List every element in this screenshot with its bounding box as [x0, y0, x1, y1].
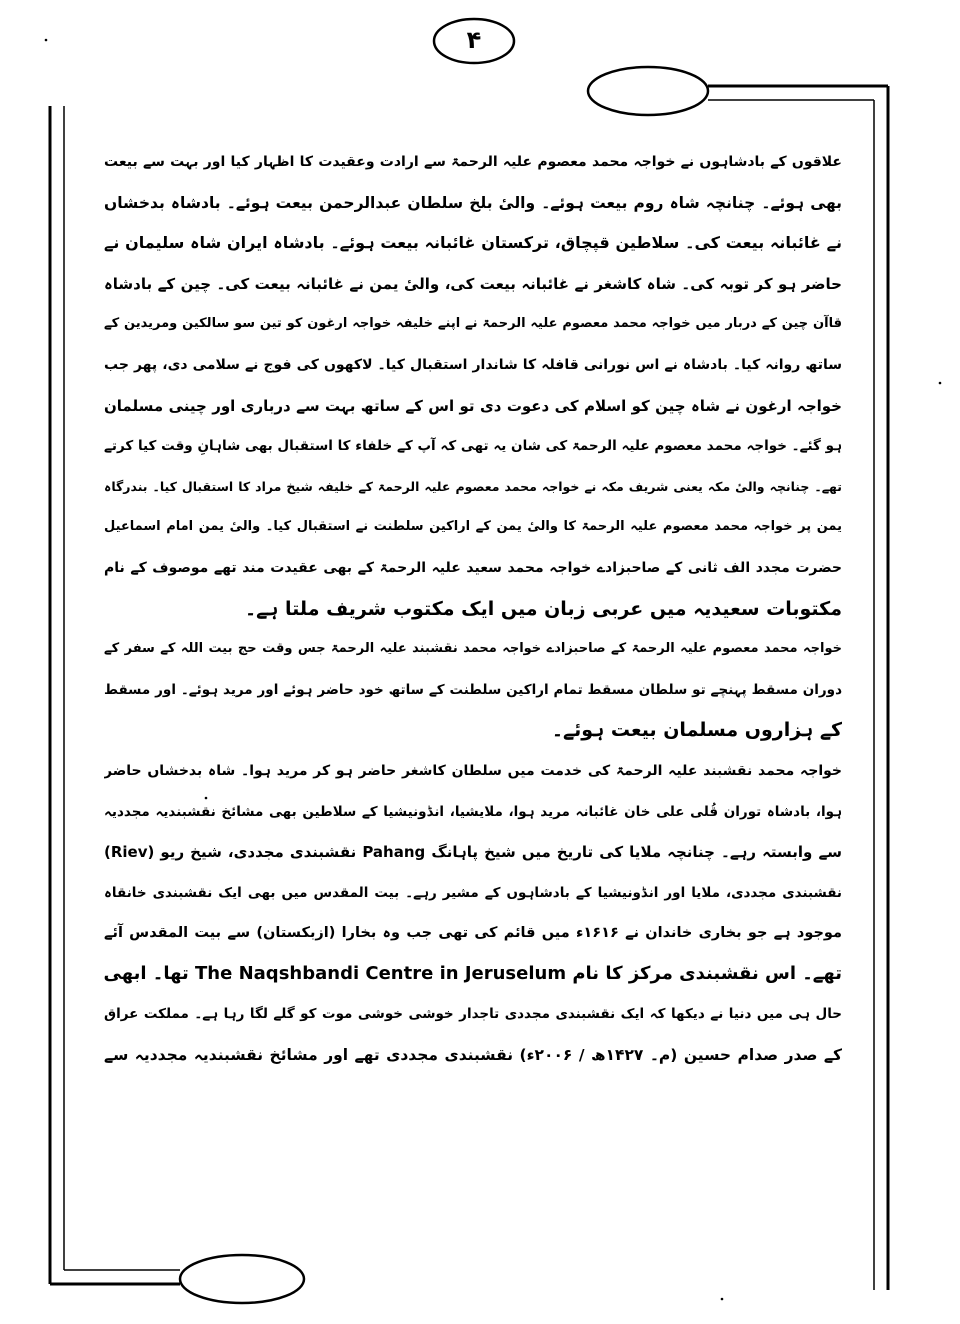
text-line: خواجہ محمد معصوم علیہ الرحمۃ کے صاحبزادے خواجہ محمد نقشبند علیہ الرحمۃ جس وقت حج بیت اللہ کے سفر کے	[104, 641, 842, 657]
text-line: حال ہی میں دنیا نے دیکھا کہ ایک نقشبندی مجددی تاجدار خوشی خوشی موت کو گلے لگا رہا ہے۔ مملکت عراق	[104, 1006, 842, 1023]
ink-speck	[939, 382, 942, 385]
text-line: موجود ہے جو بخاری خاندان نے ۱۶۱۶ء میں قائم کی تھی جب وہ بخارا (ازبکستان) سے بیت المقدس آئے	[104, 925, 842, 942]
text-line: نقشبندی مجددی، ملایا اور انڈونیشیا کے بادشاہوں کے مشیر رہے۔ بیت المقدس میں بھی ایک نقشبندی خانقاہ	[104, 884, 842, 901]
text-line: تھے۔ چنانچہ والیٔ مکہ یعنی شریف مکہ نے خواجہ محمد معصوم علیہ الرحمۃ کے خلیفہ شیخ مراد کا استقبال کیا۔ بندرگاہ	[104, 478, 842, 494]
text-line: نے غائبانہ بیعت کی۔ سلاطین قپچاق، ترکستان غائبانہ بیعت ہوئے۔ بادشاہ ایران شاہ سلیمان نے	[104, 233, 842, 253]
ink-speck	[45, 39, 48, 42]
text-line: ساتھ روانہ کیا۔ بادشاہ نے اس نورانی قافلہ کا شاندار استقبال کیا۔ لاکھوں کی فوج نے سلامی دی، پھر جب	[104, 356, 842, 373]
text-line: بھی ہوئے۔ چنانچہ شاہ روم بیعت ہوئے۔ والیٔ بلخ سلطان عبدالرحمن بیعت ہوئے۔ بادشاہ بدخشاں	[104, 193, 842, 212]
body-text	[104, 142, 842, 1292]
ink-speck	[721, 1298, 724, 1301]
text-line: حاضر ہو کر توبہ کی۔ شاہ کاشغر نے غائبانہ بیعت کی، والیٔ یمن نے غائبانہ بیعت کی۔ چین کے بادشاہ	[104, 274, 842, 293]
top-right-ornament-oval	[588, 67, 708, 115]
text-line: تھے۔ اس نقشبندی مرکز کا نام The Naqshbandi Centre in Jeruselum تھا۔ ابھی	[104, 962, 842, 984]
paragraph-end-line: مکتوبات سعیدیہ میں عربی زبان میں ایک مکتوب شریف ملتا ہے۔	[245, 597, 842, 620]
page-number: ۴	[466, 26, 482, 54]
text-line: یمن پر خواجہ محمد معصوم علیہ الرحمۃ کا والیٔ یمن کے اراکین سلطنت نے استقبال کیا۔ والیٔ یمن امام اسماعیل	[104, 519, 842, 535]
text-line: علاقوں کے بادشاہوں نے خواجہ محمد معصوم علیہ الرحمۃ سے ارادت وعقیدت کا اظہار کیا اور بہت سے بیعت	[104, 154, 842, 170]
text-line: حضرت مجدد الف ثانی کے صاحبزادے خواجہ محمد سعید علیہ الرحمۃ کے بھی عقیدت مند تھے موصوف کے نام	[104, 559, 842, 576]
text-line: کے صدر صدام حسین (م۔ ۱۴۲۷ھ / ۲۰۰۶ء) نقشبندی مجددی تھے اور مشائخ نقشبندیہ مجددیہ سے	[104, 1046, 842, 1065]
text-line: خواجہ ارغون نے شاہ چین کو اسلام کی دعوت دی تو اس کے ساتھ بہت سے درباری اور چینی مسلمان	[104, 396, 842, 415]
text-line: ہو گئے۔ خواجہ محمد معصوم علیہ الرحمۃ کی شان یہ تھی کہ آپ کے خلفاء کا استقبال بھی شاہانِ وقت کیا کرتے	[104, 438, 842, 455]
text-line: سے وابستہ رہے۔ چنانچہ ملایا کی تاریخ میں شیخ پاہانگ Pahang نقشبندی مجددی، شیخ ریو (Riev)	[104, 843, 842, 862]
text-line: ہوا، بادشاہ توران قُلی علی خان غائبانہ مرید ہوا، ملایشیا، انڈونیشیا کے سلاطین بھی مشائخ نقشبندیہ مجددیہ	[104, 803, 842, 820]
text-line: دوران مسقط پہنچے تو سلطان مسقط تمام اراکین سلطنت کے ساتھ خود حاضر ہوئے اور مرید ہوئے۔ اور مسقط	[104, 681, 842, 698]
paragraph-end-line: کے ہزاروں مسلمان بیعت ہوئے۔	[551, 719, 842, 742]
text-line: قاآن چین کے دربار میں خواجہ محمد معصوم علیہ الرحمۃ نے اپنے خلیفہ خواجہ ارغون کو تین سو سالکین ومریدین کے	[104, 316, 842, 332]
text-line: خواجہ محمد نقشبند علیہ الرحمۃ کی خدمت میں سلطان کاشغر حاضر ہو کر مرید ہوا۔ شاہ بدخشاں حاضر	[104, 762, 842, 779]
